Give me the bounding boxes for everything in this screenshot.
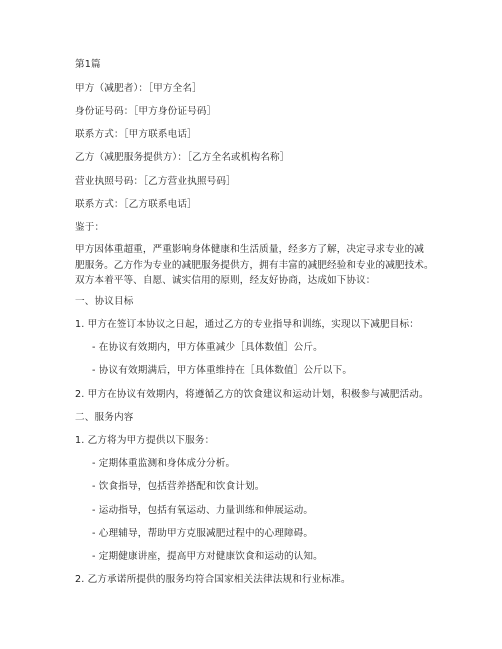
s1-sub1: - 在协议有效期内，甲方体重减少［具体数值］公斤。 xyxy=(92,342,323,353)
contact-a-line: 联系方式：［甲方联系电话］ xyxy=(75,129,197,140)
s2-item2: 2. 乙方承诺所提供的服务均符合国家相关法律法规和行业标准。 xyxy=(75,574,351,585)
s1-item2: 2. 甲方在协议有效期内，将遵循乙方的饮食建议和运动计划，积极参与减肥活动。 xyxy=(75,389,429,400)
s2-sub: - 定期健康讲座，提高甲方对健康饮食和运动的认知。 xyxy=(92,551,323,562)
preamble-line: 肥服务。乙方作为专业的减肥服务提供方，拥有丰富的减肥经验和专业的减肥技术。 xyxy=(75,259,434,271)
s2-item1: 1. 乙方将为甲方提供以下服务： xyxy=(75,435,215,446)
section-label: 第1篇 xyxy=(75,59,101,70)
s2-sub: - 定期体重监测和身体成分分析。 xyxy=(92,458,236,469)
preamble-paragraph xyxy=(75,242,435,289)
s2-sub: - 运动指导，包括有氧运动、力量训练和伸展运动。 xyxy=(92,505,314,516)
id-number-line: 身份证号码：［甲方身份证号码］ xyxy=(75,106,217,117)
s1-sub2: - 协议有效期满后，甲方体重维持在［具体数值］公斤以下。 xyxy=(92,365,353,376)
party-b-line: 乙方（减肥服务提供方）：［乙方全名或机构名称］ xyxy=(75,152,290,163)
preamble-line: 甲方因体重超重，严重影响身体健康和生活质量，经多方了解，决定寻求专业的减 xyxy=(75,244,424,255)
section2-title: 二、服务内容 xyxy=(75,412,134,423)
preamble-line: 双方本着平等、自愿、诚实信用的原则，经友好协商，达成如下协议： xyxy=(75,275,376,286)
license-line: 营业执照号码：［乙方营业执照号码］ xyxy=(75,176,236,187)
whereas-label: 鉴于： xyxy=(75,222,105,233)
contact-b-line: 联系方式：［乙方联系电话］ xyxy=(75,199,197,210)
s1-item1: 1. 甲方在签订本协议之日起，通过乙方的专业指导和训练，实现以下减肥目标： xyxy=(75,319,419,330)
s2-sub: - 饮食指导，包括营养搭配和饮食计划。 xyxy=(92,481,265,492)
s2-sub: - 心理辅导，帮助甲方克服减肥过程中的心理障碍。 xyxy=(92,528,314,539)
party-a-line: 甲方（减肥者）：［甲方全名］ xyxy=(75,83,202,94)
section1-title: 一、协议目标 xyxy=(75,296,134,307)
